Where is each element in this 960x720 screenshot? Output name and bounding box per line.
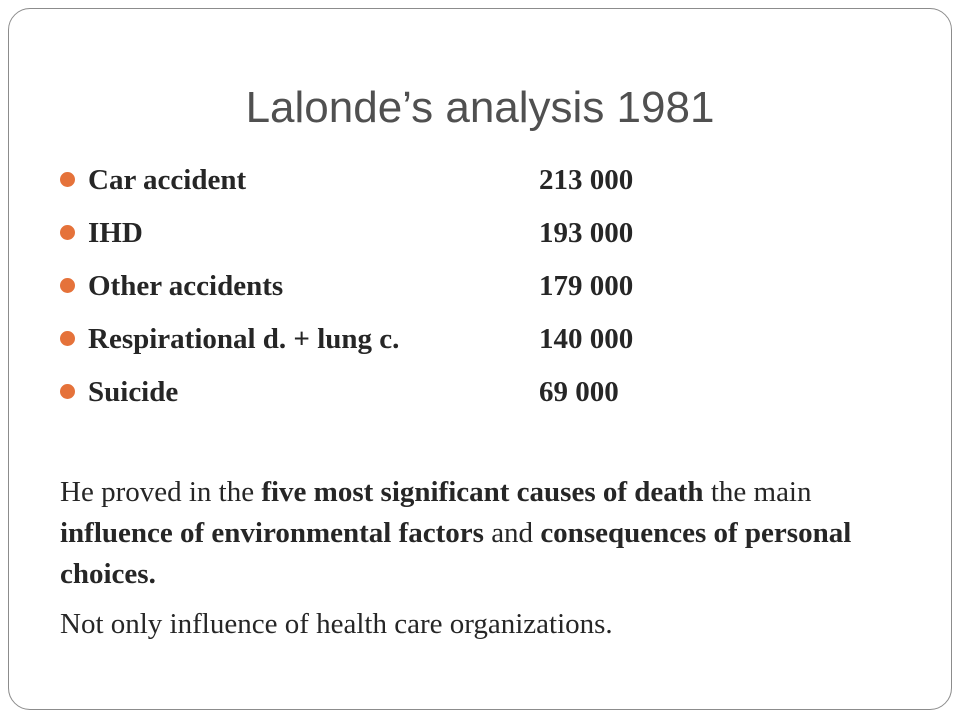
note-paragraph: Not only influence of health care organizations. — [60, 608, 613, 640]
cause-label: Suicide — [88, 376, 179, 408]
cause-label: Car accident — [88, 164, 247, 196]
bullet-icon — [60, 225, 75, 240]
paragraph-text: He proved in the — [60, 476, 262, 508]
cause-label: Other accidents — [88, 270, 284, 302]
paragraph-text: and — [483, 517, 541, 549]
emphasis-text: consequences of personal choices. — [60, 517, 852, 590]
bullet-icon — [60, 331, 75, 346]
bullet-icon — [60, 278, 75, 293]
cause-value: 213 000 — [539, 164, 634, 196]
emphasis-text: five most significant causes of death — [261, 476, 704, 508]
cause-label: IHD — [88, 217, 143, 249]
bullet-icon — [60, 384, 75, 399]
slide-title: Lalonde’s analysis 1981 — [245, 83, 715, 132]
cause-label: Respirational d. + lung c. — [88, 323, 400, 355]
cause-value: 69 000 — [539, 376, 619, 408]
conclusion-paragraph — [60, 472, 920, 595]
emphasis-text: influence of environmental factors — [60, 517, 484, 549]
bullet-icon — [60, 172, 75, 187]
cause-value: 193 000 — [539, 217, 634, 249]
cause-value: 179 000 — [539, 270, 634, 302]
cause-value: 140 000 — [539, 323, 634, 355]
paragraph-text: the main — [703, 476, 812, 508]
